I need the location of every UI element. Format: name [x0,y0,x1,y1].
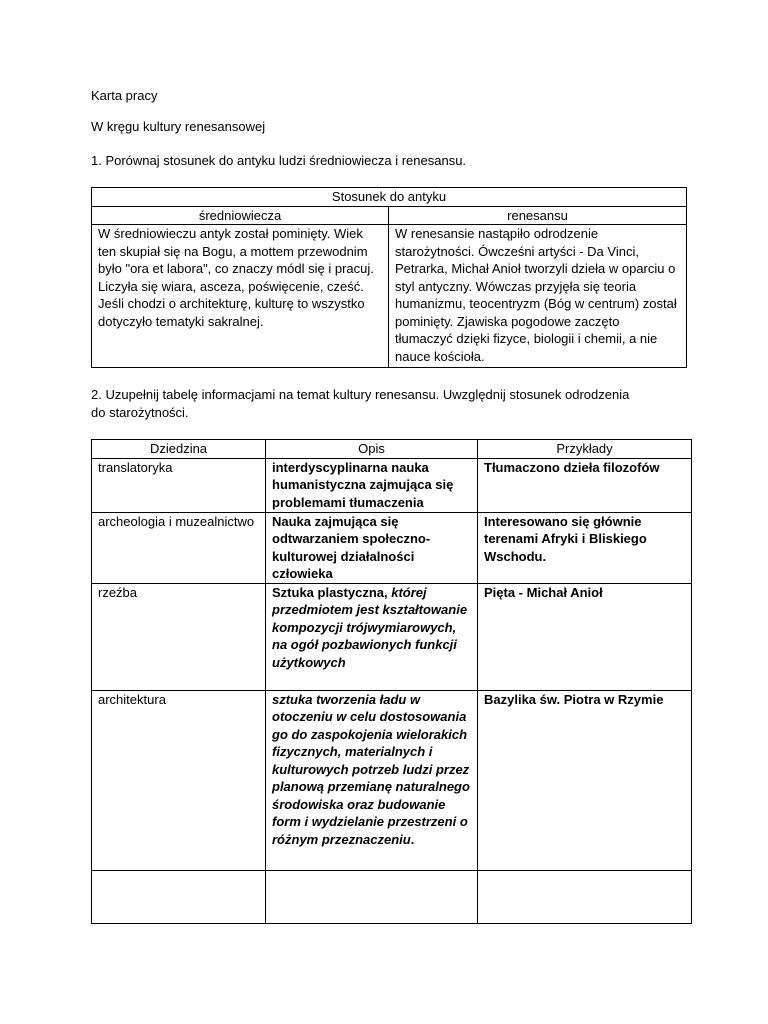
row-example: Tłumaczono dzieła filozofów [478,458,692,512]
table-row [92,583,692,690]
antiquity-comparison-table [91,187,687,368]
desc-part-plain: . [410,831,415,847]
desc-part-italic: której przedmiotem jest kształtowanie kompozycji trójwymiarowych, na ogół pozbawionych funkcji użytkowych [272,584,468,670]
table2-col-examples: Przykłady [478,440,692,459]
table1-col-medieval: średniowiecza [92,206,389,225]
task-1-instruction: 1. Porównaj stosunek do antyku ludzi średniowiecza i renesansu. [91,153,467,168]
row-example [478,870,692,923]
task-2-instruction: 2. Uzupełnij tabelę informacjami na temat kultury renesansu. Uwzględnij stosunek odrodzenia do starożytności. [91,387,630,420]
row-description [266,583,478,690]
row-description [266,690,478,870]
table1-cell-renaissance: W renesansie nastąpiło odrodzenie starożytności. Ówcześni artyści - Da Vinci, Petrarka, Michał Anioł tworzyli dzieła w oparciu o styl antyczny. Wówczas przyjęła się teoria humanizmu, teocentryzm (Bóg w centrum) został pominięty. Zjawiska pogodowe zaczęto tłumaczyć dzięki fizyce, biologii i chemii, a nie nauce kościoła. [389,225,687,368]
doc-title: Karta pracy [91,88,158,103]
row-field: translatoryka [92,458,266,512]
table1-header: Stosunek do antyku [92,188,687,207]
table2-col-field: Dziedzina [92,440,266,459]
table2-col-description: Opis [266,440,478,459]
desc-part-plain: Sztuka plastyczna, [272,584,392,600]
desc-part-italic: sztuka tworzenia ładu w otoczeniu w celu dostosowania go do zaspokojenia wielorakich fizycznych, materialnych i kulturowych potrzeb ludzi przez planową przemianę naturalnego środowiska oraz budowanie form i wydzielanie przestrzeni o różnym przeznaczeniu [272,691,470,847]
row-example: Pięta - Michał Anioł [478,583,692,690]
renaissance-culture-table [91,439,692,924]
doc-subtitle: W kręgu kultury renesansowej [91,119,266,134]
table1-col-renaissance: renesansu [389,206,687,225]
row-field: architektura [92,690,266,870]
table-row [92,870,692,923]
row-example: Bazylika św. Piotra w Rzymie [478,690,692,870]
table-row [92,458,692,512]
table-row [92,512,692,583]
row-field [92,870,266,923]
row-description [266,870,478,923]
row-field: rzeźba [92,583,266,690]
row-description: Nauka zajmująca się odtwarzaniem społeczno-kulturowej działalności człowieka [266,512,478,583]
table-row [92,690,692,870]
row-example: Interesowano się głównie terenami Afryki i Bliskiego Wschodu. [478,512,692,583]
row-description: interdyscyplinarna nauka humanistyczna zajmująca się problemami tłumaczenia [266,458,478,512]
table1-cell-medieval: W średniowieczu antyk został pominięty. Wiek ten skupiał się na Bogu, a mottem przewodnim było "ora et labora", co znaczy módl się i pracuj. Liczyła się wiara, asceza, poświęcenie, cześć. Jeśli chodzi o architekturę, kulturę to wszystko dotyczyło tematyki sakralnej. [92,225,389,368]
row-field: archeologia i muzealnictwo [92,512,266,583]
